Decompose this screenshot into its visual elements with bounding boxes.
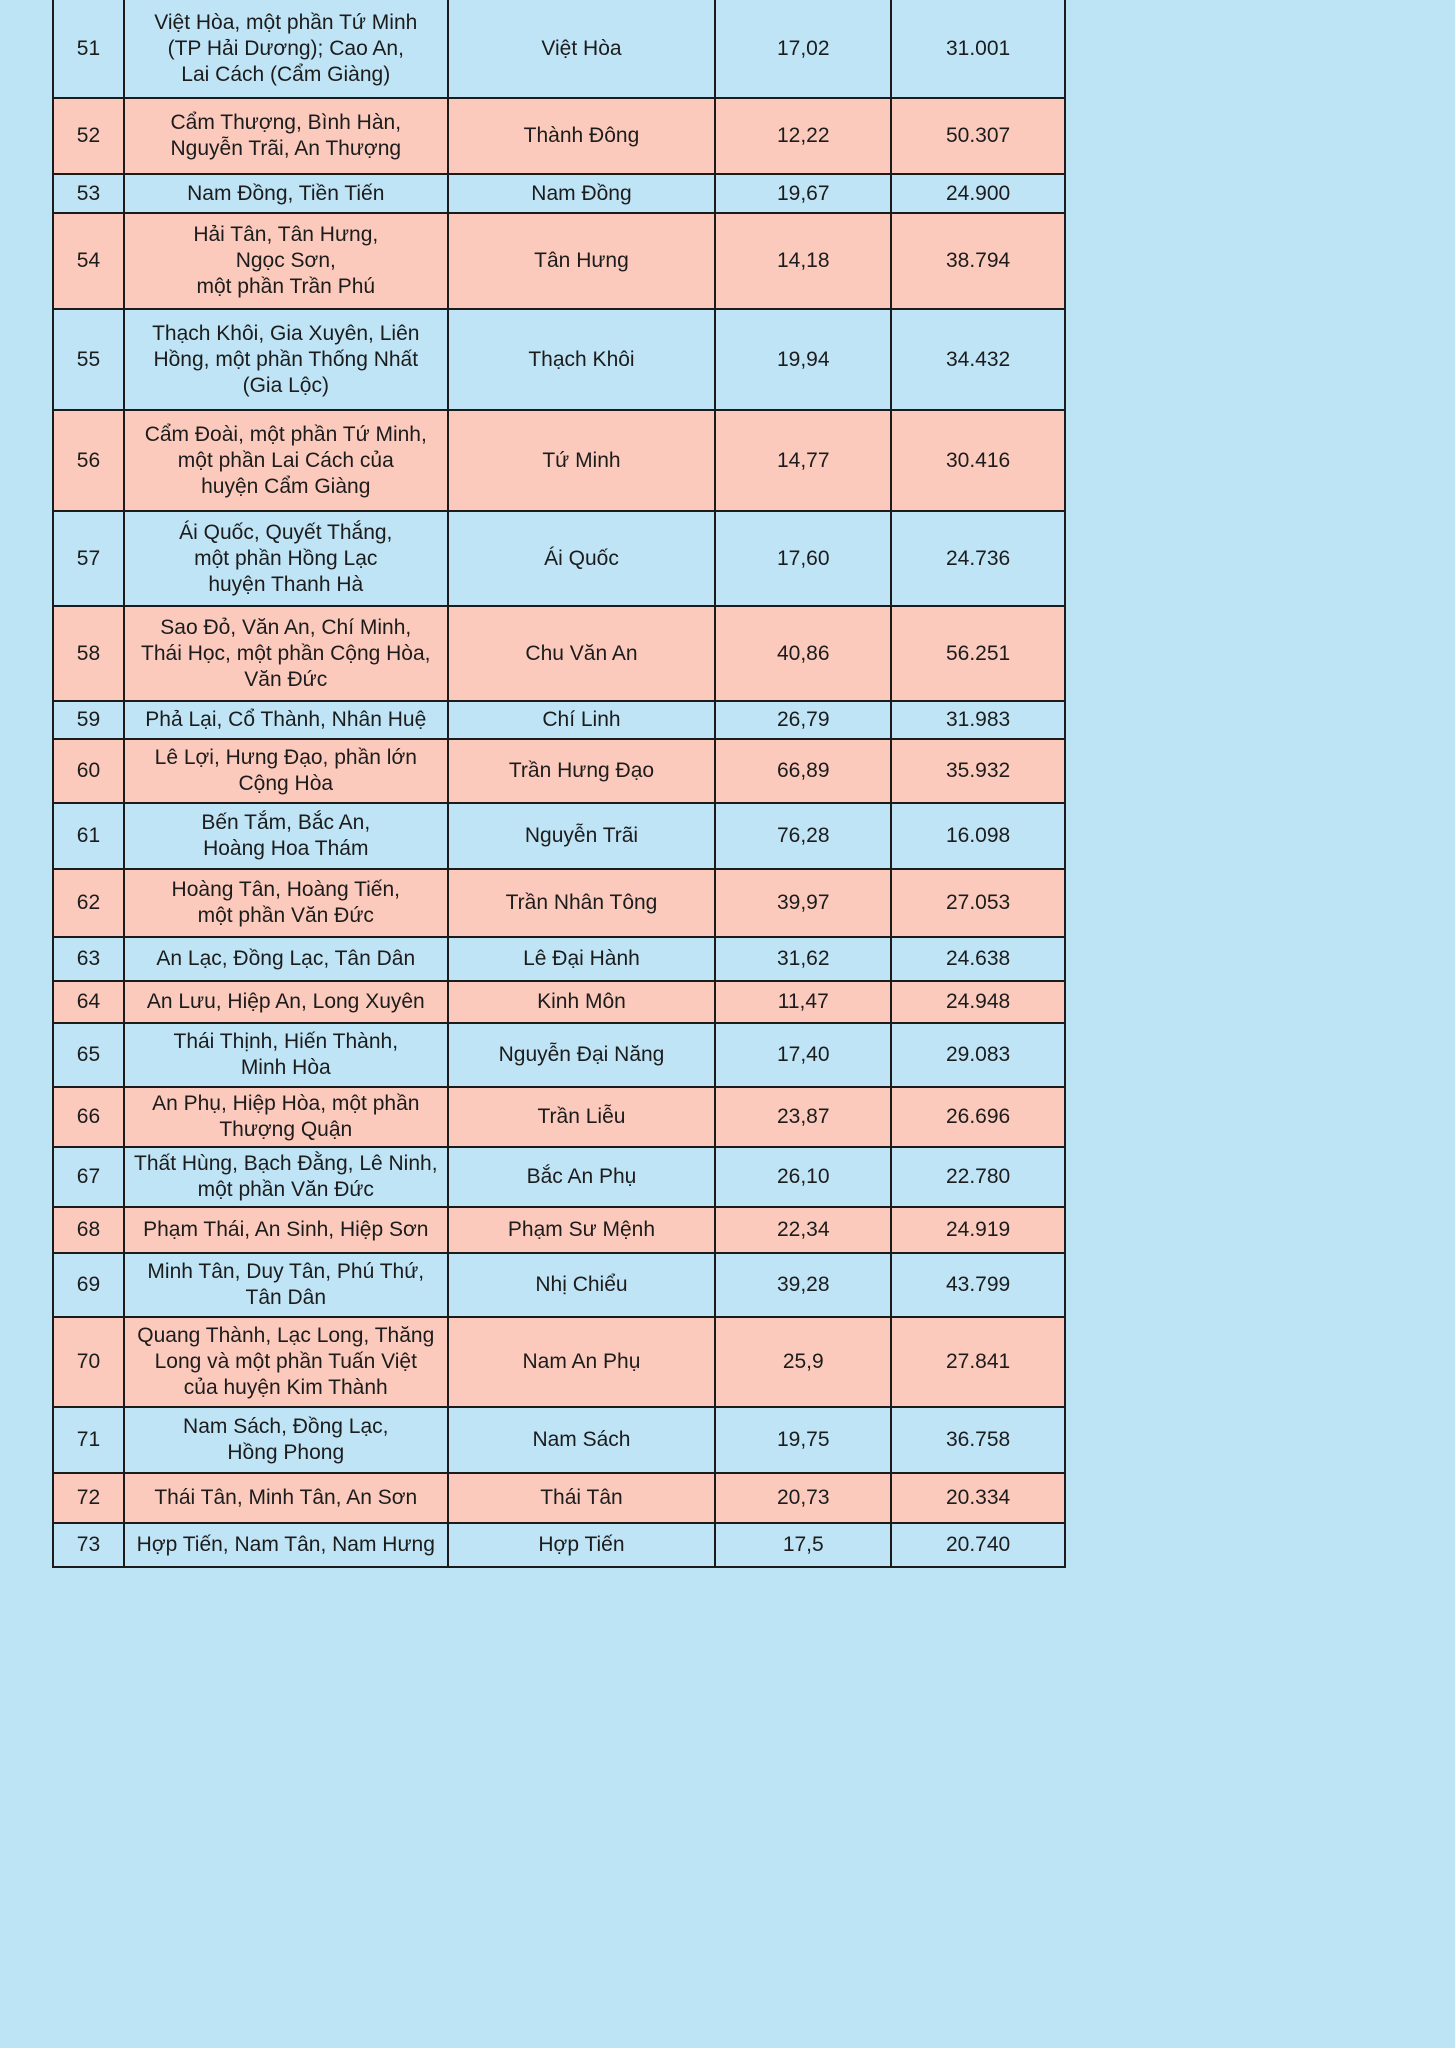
row-number: 71 <box>52 1408 123 1472</box>
new-commune-name-cell: Hợp Tiến <box>447 1524 715 1566</box>
area-cell: 26,79 <box>714 702 890 738</box>
area-cell: 14,77 <box>714 411 890 510</box>
table-row <box>52 1148 1066 1208</box>
merged-communes-cell: Thất Hùng, Bạch Đằng, Lê Ninh, một phần Văn Đức <box>123 1148 447 1206</box>
table-row <box>52 99 1066 175</box>
merged-communes-cell: Thạch Khôi, Gia Xuyên, Liên Hồng, một phần Thống Nhất (Gia Lộc) <box>123 310 447 409</box>
row-number: 65 <box>52 1024 123 1086</box>
merged-communes-cell: An Lạc, Đồng Lạc, Tân Dân <box>123 938 447 980</box>
new-commune-name-cell: Chí Linh <box>447 702 715 738</box>
new-commune-name-cell: Ái Quốc <box>447 512 715 605</box>
row-number: 70 <box>52 1318 123 1406</box>
row-number: 69 <box>52 1254 123 1316</box>
merged-communes-cell: Hợp Tiến, Nam Tân, Nam Hưng <box>123 1524 447 1566</box>
population-cell: 22.780 <box>890 1148 1066 1206</box>
new-commune-name-cell: Thành Đông <box>447 99 715 173</box>
table-row <box>52 1024 1066 1088</box>
table-row <box>52 411 1066 512</box>
population-cell: 24.900 <box>890 175 1066 212</box>
new-commune-name-cell: Trần Hưng Đạo <box>447 740 715 802</box>
merged-communes-cell: Cẩm Thượng, Bình Hàn, Nguyễn Trãi, An Thượng <box>123 99 447 173</box>
table-row <box>52 740 1066 804</box>
new-commune-name-cell: Bắc An Phụ <box>447 1148 715 1206</box>
row-number: 58 <box>52 607 123 700</box>
population-cell: 38.794 <box>890 214 1066 308</box>
table-row <box>52 1318 1066 1408</box>
population-cell: 24.948 <box>890 982 1066 1022</box>
row-number: 60 <box>52 740 123 802</box>
area-cell: 19,75 <box>714 1408 890 1472</box>
population-cell: 20.740 <box>890 1524 1066 1566</box>
row-number: 52 <box>52 99 123 173</box>
area-cell: 39,97 <box>714 870 890 936</box>
row-number: 66 <box>52 1088 123 1146</box>
merged-communes-cell: Phạm Thái, An Sinh, Hiệp Sơn <box>123 1208 447 1252</box>
area-cell: 76,28 <box>714 804 890 868</box>
area-cell: 19,94 <box>714 310 890 409</box>
merged-communes-cell: Việt Hòa, một phần Tứ Minh (TP Hải Dương); Cao An, Lai Cách (Cẩm Giàng) <box>123 0 447 97</box>
population-cell: 36.758 <box>890 1408 1066 1472</box>
new-commune-name-cell: Việt Hòa <box>447 0 715 97</box>
population-cell: 26.696 <box>890 1088 1066 1146</box>
area-cell: 31,62 <box>714 938 890 980</box>
new-commune-name-cell: Phạm Sư Mệnh <box>447 1208 715 1252</box>
row-number: 67 <box>52 1148 123 1206</box>
area-cell: 25,9 <box>714 1318 890 1406</box>
table-row <box>52 1474 1066 1524</box>
population-cell: 29.083 <box>890 1024 1066 1086</box>
area-cell: 66,89 <box>714 740 890 802</box>
population-cell: 56.251 <box>890 607 1066 700</box>
population-cell: 24.736 <box>890 512 1066 605</box>
area-cell: 40,86 <box>714 607 890 700</box>
table-row <box>52 607 1066 702</box>
merged-communes-cell: Hoàng Tân, Hoàng Tiến, một phần Văn Đức <box>123 870 447 936</box>
row-number: 64 <box>52 982 123 1022</box>
table-row <box>52 512 1066 607</box>
population-cell: 27.053 <box>890 870 1066 936</box>
row-number: 55 <box>52 310 123 409</box>
table-row <box>52 982 1066 1024</box>
row-number: 61 <box>52 804 123 868</box>
row-number: 51 <box>52 0 123 97</box>
row-number: 73 <box>52 1524 123 1566</box>
population-cell: 43.799 <box>890 1254 1066 1316</box>
table-row <box>52 1254 1066 1318</box>
table-row <box>52 870 1066 938</box>
merged-communes-cell: Lê Lợi, Hưng Đạo, phần lớn Cộng Hòa <box>123 740 447 802</box>
area-cell: 23,87 <box>714 1088 890 1146</box>
new-commune-name-cell: Nhị Chiểu <box>447 1254 715 1316</box>
new-commune-name-cell: Nguyễn Đại Năng <box>447 1024 715 1086</box>
table-row <box>52 1408 1066 1474</box>
population-cell: 24.638 <box>890 938 1066 980</box>
table-row <box>52 804 1066 870</box>
merged-communes-cell: Nam Đồng, Tiền Tiến <box>123 175 447 212</box>
merged-communes-cell: Ái Quốc, Quyết Thắng, một phần Hồng Lạc huyện Thanh Hà <box>123 512 447 605</box>
population-cell: 30.416 <box>890 411 1066 510</box>
area-cell: 22,34 <box>714 1208 890 1252</box>
new-commune-name-cell: Thạch Khôi <box>447 310 715 409</box>
merged-communes-cell: Cẩm Đoài, một phần Tứ Minh, một phần Lai Cách của huyện Cẩm Giàng <box>123 411 447 510</box>
new-commune-name-cell: Nam Sách <box>447 1408 715 1472</box>
merged-communes-cell: Sao Đỏ, Văn An, Chí Minh, Thái Học, một phần Cộng Hòa, Văn Đức <box>123 607 447 700</box>
row-number: 57 <box>52 512 123 605</box>
area-cell: 17,02 <box>714 0 890 97</box>
new-commune-name-cell: Kinh Môn <box>447 982 715 1022</box>
area-cell: 17,40 <box>714 1024 890 1086</box>
row-number: 63 <box>52 938 123 980</box>
population-cell: 20.334 <box>890 1474 1066 1522</box>
new-commune-name-cell: Tứ Minh <box>447 411 715 510</box>
new-commune-name-cell: Nam An Phụ <box>447 1318 715 1406</box>
new-commune-name-cell: Lê Đại Hành <box>447 938 715 980</box>
area-cell: 17,60 <box>714 512 890 605</box>
area-cell: 11,47 <box>714 982 890 1022</box>
new-commune-name-cell: Tân Hưng <box>447 214 715 308</box>
population-cell: 27.841 <box>890 1318 1066 1406</box>
area-cell: 19,67 <box>714 175 890 212</box>
new-commune-name-cell: Nam Đồng <box>447 175 715 212</box>
merged-communes-cell: Phả Lại, Cổ Thành, Nhân Huệ <box>123 702 447 738</box>
population-cell: 24.919 <box>890 1208 1066 1252</box>
merged-communes-cell: Thái Tân, Minh Tân, An Sơn <box>123 1474 447 1522</box>
merged-communes-cell: An Phụ, Hiệp Hòa, một phần Thượng Quận <box>123 1088 447 1146</box>
merged-communes-cell: Minh Tân, Duy Tân, Phú Thứ, Tân Dân <box>123 1254 447 1316</box>
merged-communes-cell: Quang Thành, Lạc Long, Thăng Long và một phần Tuấn Việt của huyện Kim Thành <box>123 1318 447 1406</box>
table-row <box>52 175 1066 214</box>
merged-communes-cell: Thái Thịnh, Hiến Thành, Minh Hòa <box>123 1024 447 1086</box>
area-cell: 14,18 <box>714 214 890 308</box>
merged-communes-cell: Nam Sách, Đồng Lạc, Hồng Phong <box>123 1408 447 1472</box>
new-commune-name-cell: Thái Tân <box>447 1474 715 1522</box>
new-commune-name-cell: Chu Văn An <box>447 607 715 700</box>
area-cell: 12,22 <box>714 99 890 173</box>
merged-communes-cell: An Lưu, Hiệp An, Long Xuyên <box>123 982 447 1022</box>
row-number: 54 <box>52 214 123 308</box>
population-cell: 31.001 <box>890 0 1066 97</box>
new-commune-name-cell: Nguyễn Trãi <box>447 804 715 868</box>
population-cell: 31.983 <box>890 702 1066 738</box>
table-row <box>52 310 1066 411</box>
table-row <box>52 938 1066 982</box>
table-row <box>52 1208 1066 1254</box>
row-number: 62 <box>52 870 123 936</box>
merged-communes-cell: Bến Tắm, Bắc An, Hoàng Hoa Thám <box>123 804 447 868</box>
table-row <box>52 0 1066 99</box>
population-cell: 50.307 <box>890 99 1066 173</box>
area-cell: 26,10 <box>714 1148 890 1206</box>
population-cell: 34.432 <box>890 310 1066 409</box>
merged-communes-cell: Hải Tân, Tân Hưng, Ngọc Sơn, một phần Trần Phú <box>123 214 447 308</box>
row-number: 56 <box>52 411 123 510</box>
row-number: 53 <box>52 175 123 212</box>
population-cell: 35.932 <box>890 740 1066 802</box>
area-cell: 17,5 <box>714 1524 890 1566</box>
row-number: 68 <box>52 1208 123 1252</box>
new-commune-name-cell: Trần Liễu <box>447 1088 715 1146</box>
population-cell: 16.098 <box>890 804 1066 868</box>
table-row <box>52 214 1066 310</box>
table-row <box>52 1088 1066 1148</box>
merger-table <box>52 0 1068 1568</box>
area-cell: 20,73 <box>714 1474 890 1522</box>
row-number: 59 <box>52 702 123 738</box>
table-row <box>52 702 1066 740</box>
area-cell: 39,28 <box>714 1254 890 1316</box>
row-number: 72 <box>52 1474 123 1522</box>
new-commune-name-cell: Trần Nhân Tông <box>447 870 715 936</box>
table-row <box>52 1524 1066 1568</box>
